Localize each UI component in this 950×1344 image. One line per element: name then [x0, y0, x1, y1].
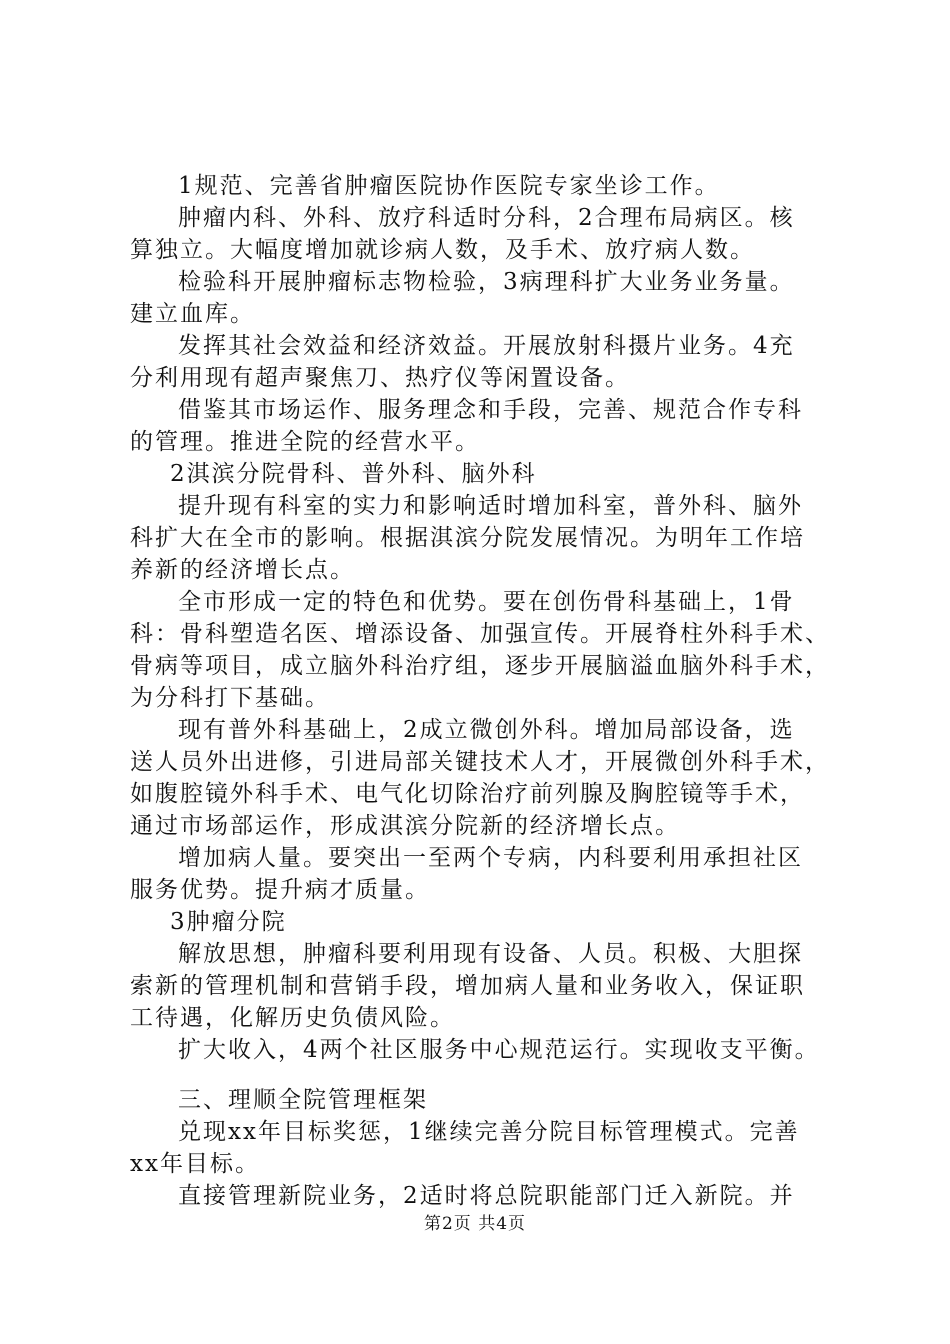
body-line: 科：骨科塑造名医、增添设备、加强宣传。开展脊柱外科手术、	[130, 621, 830, 647]
body-line: 提升现有科室的实力和影响适时增加科室，普外科、脑外	[178, 493, 803, 519]
body-line: 直接管理新院业务，2适时将总院职能部门迁入新院。并	[178, 1183, 795, 1209]
body-line: 通过市场部运作，形成淇滨分院新的经济增长点。	[130, 813, 680, 839]
body-line: 分利用现有超声聚焦刀、热疗仪等闲置设备。	[130, 365, 630, 391]
page-number-footer: 第2页 共4页	[423, 1214, 527, 1234]
body-line: 1规范、完善省肿瘤医院协作医院专家坐诊工作。	[178, 173, 720, 199]
body-line: 如腹腔镜外科手术、电气化切除治疗前列腺及胸腔镜等手术，	[130, 781, 805, 807]
body-line: 工待遇，化解历史负债风险。	[130, 1005, 455, 1031]
body-line: 送人员外出进修，引进局部关键技术人才，开展微创外科手术，	[130, 749, 830, 775]
body-line: 索新的管理机制和营销手段，增加病人量和业务收入，保证职	[130, 973, 805, 999]
body-line: xx年目标。	[130, 1151, 260, 1177]
body-line: 增加病人量。要突出一至两个专病，内科要利用承担社区	[178, 845, 803, 871]
body-line: 建立血库。	[130, 301, 255, 327]
section-heading: 三、理顺全院管理框架	[178, 1087, 428, 1113]
body-line: 扩大收入，4两个社区服务中心规范运行。实现收支平衡。	[178, 1037, 820, 1063]
paragraph-gap	[130, 1066, 850, 1084]
body-line: 发挥其社会效益和经济效益。开展放射科摄片业务。4充	[178, 333, 795, 359]
document-body	[130, 170, 850, 1212]
body-line: 现有普外科基础上，2成立微创外科。增加局部设备，选	[178, 717, 795, 743]
section-heading: 3肿瘤分院	[170, 909, 287, 935]
body-line: 算独立。大幅度增加就诊病人数，及手术、放疗病人数。	[130, 237, 755, 263]
body-line: 全市形成一定的特色和优势。要在创伤骨科基础上，1骨	[178, 589, 795, 615]
body-line: 检验科开展肿瘤标志物检验，3病理科扩大业务业务量。	[178, 269, 795, 295]
body-line: 骨病等项目，成立脑外科治疗组，逐步开展脑溢血脑外科手术，	[130, 653, 830, 679]
body-line: 服务优势。提升病才质量。	[130, 877, 430, 903]
body-line: 兑现xx年目标奖惩，1继续完善分院目标管理模式。完善	[178, 1119, 800, 1145]
body-line: 为分科打下基础。	[130, 685, 330, 711]
body-line: 科扩大在全市的影响。根据淇滨分院发展情况。为明年工作培	[130, 525, 805, 551]
body-line: 养新的经济增长点。	[130, 557, 355, 583]
section-heading: 2淇滨分院骨科、普外科、脑外科	[170, 461, 537, 487]
body-line: 的管理。推进全院的经营水平。	[130, 429, 480, 455]
body-line: 肿瘤内科、外科、放疗科适时分科，2合理布局病区。核	[178, 205, 795, 231]
body-line: 解放思想，肿瘤科要利用现有设备、人员。积极、大胆探	[178, 941, 803, 967]
body-line: 借鉴其市场运作、服务理念和手段，完善、规范合作专科	[178, 397, 803, 423]
